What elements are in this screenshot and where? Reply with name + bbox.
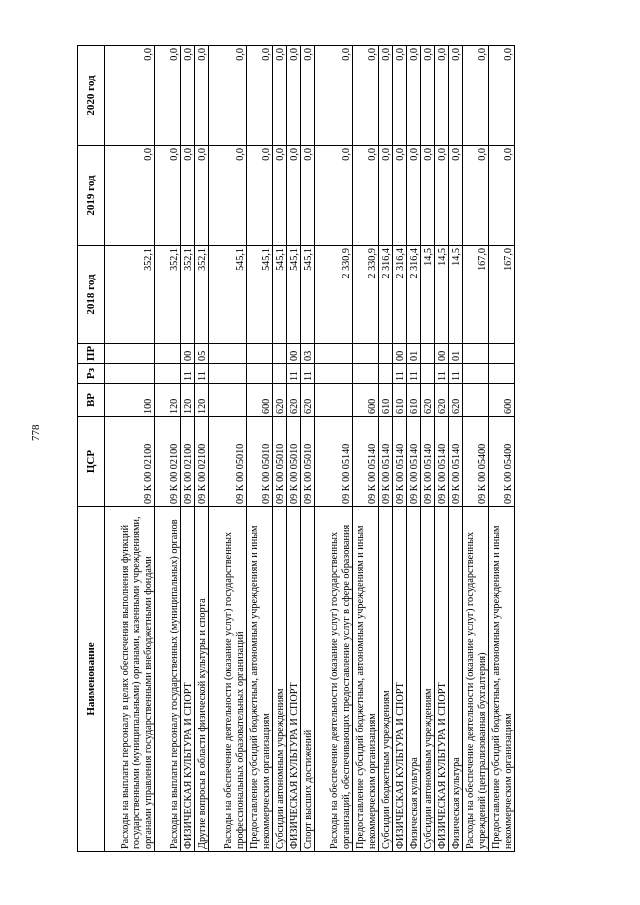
cell-name: Субсидии автономным учреждениям xyxy=(421,507,435,852)
cell-csr: 09 К 00 05140 xyxy=(393,417,407,507)
cell-2018: 2 316,4 xyxy=(407,246,421,344)
cell-rz: 11 xyxy=(301,364,315,384)
cell-2019: 0,0 xyxy=(273,146,287,246)
cell-2018: 167,0 xyxy=(463,246,489,344)
cell-pr: 01 xyxy=(407,344,421,364)
cell-name: ФИЗИЧЕСКАЯ КУЛЬТУРА И СПОРТ xyxy=(181,507,195,852)
cell-rz xyxy=(273,364,287,384)
cell-rz xyxy=(489,364,515,384)
cell-2018: 167,0 xyxy=(489,246,515,344)
cell-rz: 11 xyxy=(435,364,449,384)
header-pr: ПР xyxy=(78,344,105,364)
table-row xyxy=(247,46,273,852)
cell-pr xyxy=(273,344,287,364)
cell-pr xyxy=(421,344,435,364)
cell-2019: 0,0 xyxy=(301,146,315,246)
cell-2019: 0,0 xyxy=(353,146,379,246)
cell-2018: 545,1 xyxy=(287,246,301,344)
cell-2020: 0,0 xyxy=(379,46,393,146)
cell-2019: 0,0 xyxy=(421,146,435,246)
cell-rz xyxy=(379,364,393,384)
cell-2020: 0,0 xyxy=(105,46,155,146)
cell-csr: 09 К 00 05010 xyxy=(273,417,287,507)
cell-2018: 352,1 xyxy=(195,246,209,344)
cell-csr: 09 К 00 05140 xyxy=(421,417,435,507)
table-row xyxy=(449,46,463,852)
cell-csr: 09 К 00 05010 xyxy=(287,417,301,507)
cell-vr: 610 xyxy=(393,384,407,417)
cell-rz xyxy=(209,364,247,384)
cell-vr: 120 xyxy=(155,384,181,417)
cell-csr: 09 К 00 05140 xyxy=(353,417,379,507)
cell-2018: 545,1 xyxy=(273,246,287,344)
header-vr: ВР xyxy=(78,384,105,417)
table-row xyxy=(407,46,421,852)
cell-2020: 0,0 xyxy=(489,46,515,146)
cell-2019: 0,0 xyxy=(209,146,247,246)
cell-name: Физическая культура xyxy=(407,507,421,852)
header-csr: ЦСР xyxy=(78,417,105,507)
cell-2020: 0,0 xyxy=(315,46,353,146)
cell-vr: 100 xyxy=(105,384,155,417)
cell-csr: 09 К 00 05140 xyxy=(449,417,463,507)
cell-name: Спорт высших достижений xyxy=(301,507,315,852)
table-row xyxy=(353,46,379,852)
table-row xyxy=(489,46,515,852)
cell-pr xyxy=(247,344,273,364)
cell-2020: 0,0 xyxy=(273,46,287,146)
cell-2020: 0,0 xyxy=(209,46,247,146)
cell-2019: 0,0 xyxy=(181,146,195,246)
cell-2019: 0,0 xyxy=(287,146,301,246)
cell-name: Расходы на выплаты персоналу государственных (муниципальных) органов xyxy=(155,507,181,852)
cell-rz: 11 xyxy=(393,364,407,384)
cell-pr: 00 xyxy=(287,344,301,364)
cell-vr: 620 xyxy=(287,384,301,417)
table-row xyxy=(463,46,489,852)
cell-2020: 0,0 xyxy=(301,46,315,146)
cell-name: Расходы на обеспечение деятельности (оказание услуг) государственных учреждений (централизованная бухгалтерия) xyxy=(463,507,489,852)
cell-vr: 620 xyxy=(449,384,463,417)
cell-rz xyxy=(155,364,181,384)
cell-csr: 09 К 00 05010 xyxy=(301,417,315,507)
header-2020: 2020 год xyxy=(78,46,105,146)
table-row xyxy=(155,46,181,852)
table-row xyxy=(195,46,209,852)
cell-pr: 00 xyxy=(181,344,195,364)
cell-2018: 545,1 xyxy=(247,246,273,344)
cell-rz xyxy=(463,364,489,384)
cell-pr: 03 xyxy=(301,344,315,364)
cell-vr: 600 xyxy=(247,384,273,417)
cell-rz xyxy=(315,364,353,384)
table-header-row xyxy=(78,46,105,852)
table-row xyxy=(301,46,315,852)
cell-name: Субсидии автономным учреждениям xyxy=(273,507,287,852)
cell-vr: 120 xyxy=(195,384,209,417)
cell-2020: 0,0 xyxy=(407,46,421,146)
cell-name: Предоставление субсидий бюджетным, автономным учреждениям и иным некоммерческим организациям xyxy=(247,507,273,852)
cell-2019: 0,0 xyxy=(315,146,353,246)
cell-name: Расходы на обеспечение деятельности (оказание услуг) государственных организаций, обеспечивающих предоставление услуг в сфере образования xyxy=(315,507,353,852)
cell-vr: 610 xyxy=(407,384,421,417)
cell-vr: 620 xyxy=(421,384,435,417)
cell-rz xyxy=(353,364,379,384)
cell-pr: 05 xyxy=(195,344,209,364)
table-row xyxy=(181,46,195,852)
cell-2019: 0,0 xyxy=(195,146,209,246)
cell-rz: 11 xyxy=(287,364,301,384)
budget-table xyxy=(77,45,515,852)
cell-2020: 0,0 xyxy=(421,46,435,146)
cell-rz xyxy=(247,364,273,384)
cell-pr xyxy=(463,344,489,364)
table-row xyxy=(105,46,155,852)
cell-2018: 2 330,9 xyxy=(315,246,353,344)
cell-name: Другие вопросы в области физической культуры и спорта xyxy=(195,507,209,852)
cell-2018: 14,5 xyxy=(421,246,435,344)
cell-rz: 11 xyxy=(181,364,195,384)
table-row xyxy=(421,46,435,852)
cell-2018: 352,1 xyxy=(155,246,181,344)
cell-csr: 09 К 00 05140 xyxy=(407,417,421,507)
cell-pr xyxy=(315,344,353,364)
cell-2018: 545,1 xyxy=(209,246,247,344)
cell-2019: 0,0 xyxy=(449,146,463,246)
cell-csr: 09 К 00 05010 xyxy=(209,417,247,507)
cell-2019: 0,0 xyxy=(463,146,489,246)
table-row xyxy=(435,46,449,852)
cell-csr: 09 К 00 02100 xyxy=(155,417,181,507)
header-2018: 2018 год xyxy=(78,246,105,344)
cell-2020: 0,0 xyxy=(155,46,181,146)
cell-pr xyxy=(353,344,379,364)
cell-2018: 2 316,4 xyxy=(379,246,393,344)
cell-pr: 01 xyxy=(449,344,463,364)
cell-pr: 00 xyxy=(393,344,407,364)
cell-2019: 0,0 xyxy=(407,146,421,246)
cell-csr: 09 К 00 02100 xyxy=(105,417,155,507)
cell-pr xyxy=(105,344,155,364)
cell-csr: 09 К 00 05010 xyxy=(247,417,273,507)
cell-csr: 09 К 00 02100 xyxy=(195,417,209,507)
header-name: Наименование xyxy=(78,507,105,852)
cell-2019: 0,0 xyxy=(155,146,181,246)
cell-2018: 2 316,4 xyxy=(393,246,407,344)
cell-pr xyxy=(489,344,515,364)
cell-pr xyxy=(379,344,393,364)
cell-name: Субсидии бюджетным учреждениям xyxy=(379,507,393,852)
cell-pr xyxy=(209,344,247,364)
header-rz: Рз xyxy=(78,364,105,384)
cell-vr: 600 xyxy=(353,384,379,417)
cell-rz: 11 xyxy=(449,364,463,384)
cell-2018: 352,1 xyxy=(181,246,195,344)
cell-csr: 09 К 00 05140 xyxy=(315,417,353,507)
cell-name: Предоставление субсидий бюджетным, автономным учреждениям и иным некоммерческим организациям xyxy=(489,507,515,852)
cell-vr xyxy=(463,384,489,417)
cell-2018: 545,1 xyxy=(301,246,315,344)
cell-vr: 610 xyxy=(379,384,393,417)
table-row xyxy=(209,46,247,852)
cell-2018: 2 330,9 xyxy=(353,246,379,344)
cell-rz: 11 xyxy=(407,364,421,384)
table-row xyxy=(393,46,407,852)
cell-2020: 0,0 xyxy=(449,46,463,146)
cell-pr xyxy=(155,344,181,364)
cell-2020: 0,0 xyxy=(435,46,449,146)
cell-2020: 0,0 xyxy=(287,46,301,146)
cell-2020: 0,0 xyxy=(463,46,489,146)
cell-name: ФИЗИЧЕСКАЯ КУЛЬТУРА И СПОРТ xyxy=(435,507,449,852)
cell-rz xyxy=(105,364,155,384)
cell-2020: 0,0 xyxy=(247,46,273,146)
table-row xyxy=(287,46,301,852)
cell-name: ФИЗИЧЕСКАЯ КУЛЬТУРА И СПОРТ xyxy=(393,507,407,852)
cell-2018: 14,5 xyxy=(449,246,463,344)
cell-vr: 120 xyxy=(181,384,195,417)
cell-2020: 0,0 xyxy=(393,46,407,146)
table-row xyxy=(379,46,393,852)
cell-csr: 09 К 00 05140 xyxy=(435,417,449,507)
cell-2018: 14,5 xyxy=(435,246,449,344)
cell-pr: 00 xyxy=(435,344,449,364)
cell-csr: 09 К 00 05400 xyxy=(489,417,515,507)
table-row xyxy=(273,46,287,852)
cell-rz xyxy=(421,364,435,384)
cell-2019: 0,0 xyxy=(105,146,155,246)
cell-vr xyxy=(209,384,247,417)
cell-rz: 11 xyxy=(195,364,209,384)
cell-vr: 620 xyxy=(273,384,287,417)
cell-vr: 620 xyxy=(301,384,315,417)
cell-name: ФИЗИЧЕСКАЯ КУЛЬТУРА И СПОРТ xyxy=(287,507,301,852)
cell-2018: 352,1 xyxy=(105,246,155,344)
cell-2020: 0,0 xyxy=(353,46,379,146)
cell-2020: 0,0 xyxy=(195,46,209,146)
cell-csr: 09 К 00 05400 xyxy=(463,417,489,507)
cell-2019: 0,0 xyxy=(379,146,393,246)
cell-2020: 0,0 xyxy=(181,46,195,146)
page-number: 778 xyxy=(30,424,42,441)
cell-name: Расходы на обеспечение деятельности (оказание услуг) государственных профессиональных образовательных организаций xyxy=(209,507,247,852)
cell-2019: 0,0 xyxy=(435,146,449,246)
cell-name: Предоставление субсидий бюджетным, автономным учреждениям и иным некоммерческим организациям xyxy=(353,507,379,852)
cell-vr: 600 xyxy=(489,384,515,417)
cell-name: Физическая культура xyxy=(449,507,463,852)
cell-vr: 620 xyxy=(435,384,449,417)
cell-2019: 0,0 xyxy=(393,146,407,246)
header-2019: 2019 год xyxy=(78,146,105,246)
table-row xyxy=(315,46,353,852)
cell-csr: 09 К 00 02100 xyxy=(181,417,195,507)
cell-2019: 0,0 xyxy=(247,146,273,246)
cell-2019: 0,0 xyxy=(489,146,515,246)
cell-csr: 09 К 00 05140 xyxy=(379,417,393,507)
rotated-page-content xyxy=(77,46,564,852)
cell-vr xyxy=(315,384,353,417)
cell-name: Расходы на выплаты персоналу в целях обеспечения выполнения функций государственными (муниципальными) органами, казенными учреждениями, органами управления государственными внебюджетными фондами xyxy=(105,507,155,852)
